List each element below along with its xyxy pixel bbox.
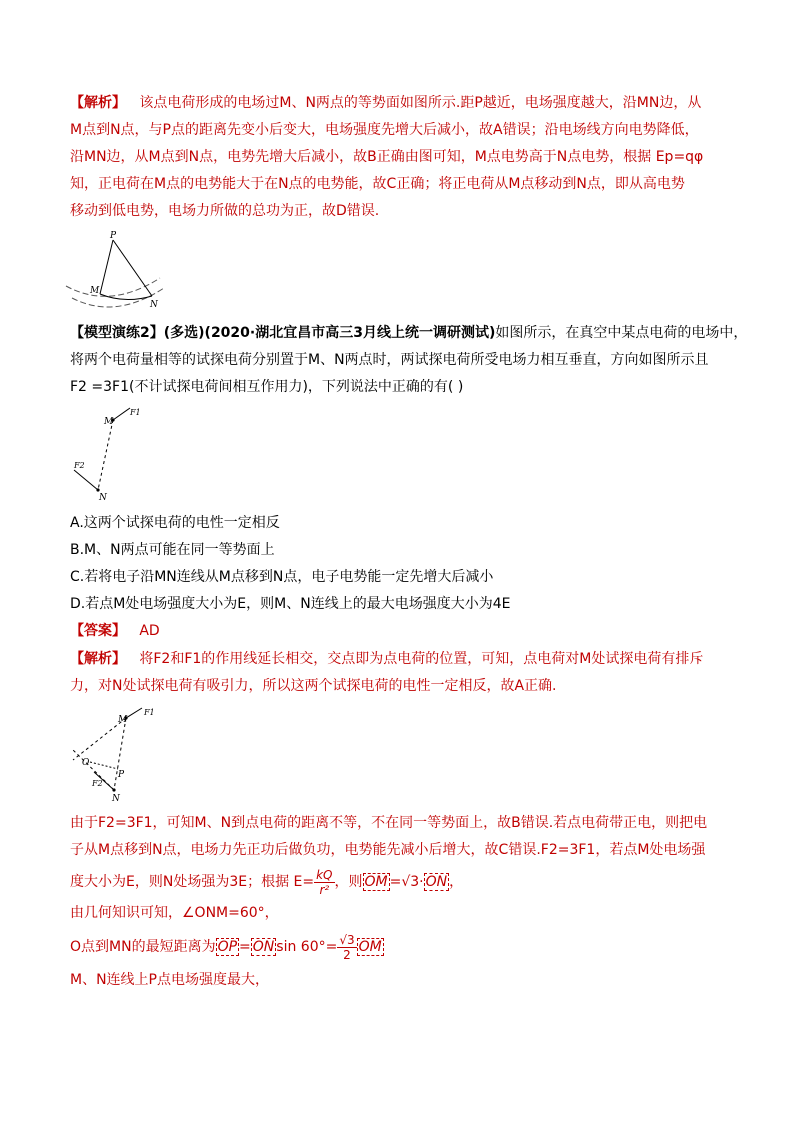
formula-text: ，则 [334, 874, 363, 890]
label-M: M [104, 417, 114, 427]
figure-equipotential [60, 228, 170, 313]
line-PM [100, 240, 113, 294]
answer-tag: 【答案】 [70, 623, 126, 639]
point-N [96, 488, 99, 491]
fraction-denominator: 2 [343, 947, 351, 962]
force-F1-arrow [126, 708, 142, 718]
segment-OM: OM [358, 939, 382, 955]
option-d: D.若点M处电场强度大小为E，则M、N连线上的最大电场强度大小为4E [70, 596, 511, 612]
force-F1-arrow [113, 408, 130, 420]
analysis-line: 将F2和F1的作用线延长相交，交点即为点电荷的位置，可知，点电荷对M处试探电荷有排斥 [139, 651, 704, 667]
solution-line: 子从M点移到N点，电场力先正功后做负功，电势能先减小后增大，故C错误.F2=3F1，若点M处电场强 [70, 842, 706, 858]
option-b: B.M、N两点可能在同一等势面上 [70, 542, 275, 558]
segment-OP: OP [217, 939, 238, 955]
question-tag: 【模型演练2】 [70, 325, 164, 341]
force-F2-arrow [74, 470, 98, 490]
label-F1: F1 [144, 708, 155, 717]
analysis-line: 沿MN边，从M点到N点，电势先增大后减小，故B正确由图可知，M点电势高于N点电势，根据 Ep=qφ [70, 149, 704, 165]
solution-line-formula [70, 927, 732, 967]
options-list [70, 510, 732, 618]
formula-text: ， [449, 874, 464, 890]
formula-text: =√3· [389, 874, 424, 890]
segment-OM: OM [364, 874, 388, 890]
formula-text: sin 60°= [276, 939, 338, 955]
figure-geometry [68, 704, 168, 804]
line-MN-dashed [98, 420, 113, 490]
fraction-sqrt3-2 [337, 933, 356, 962]
fraction-numerator: kQ [316, 867, 333, 882]
label-N: N [112, 794, 120, 804]
analysis-tag: 【解析】 [70, 95, 126, 111]
label-P: P [110, 231, 117, 241]
analysis-line: 该点电荷形成的电场过M、N两点的等势面如图所示.距P越近，电场强度越大，沿MN边，从 [139, 95, 702, 111]
solution-line: M、N连线上P点电场强度最大， [70, 972, 269, 988]
analysis-line: M点到N点，与P点的距离先变小后变大，电场强度先增大后减小，故A错误；沿电场线方向电势降低， [70, 122, 699, 138]
analysis-line: 移动到低电势，电场力所做的总功为正，故D错误. [70, 203, 380, 219]
question-source: (多选)(2020·湖北宜昌市高三3月线上统一调研测试) [163, 325, 496, 341]
segment-ON: ON [252, 939, 275, 955]
label-O: O [82, 758, 90, 768]
fraction-denominator: r² [319, 882, 330, 897]
label-F2: F2 [92, 779, 103, 788]
option-a: A.这两个试探电荷的电性一定相反 [70, 515, 280, 531]
question-line: F2 =3F1(不计试探电荷间相互作用力)，下列说法中正确的有( ) [70, 379, 464, 395]
point-N [112, 788, 115, 791]
question-line: 如图所示，在真空中某点电荷的电场中， [495, 325, 748, 341]
label-F1: F1 [130, 408, 141, 417]
analysis-1 [70, 90, 732, 225]
question-block [70, 320, 748, 401]
analysis-line: 知，正电荷在M点的电势能大于在N点的电势能，故C正确；将正电荷从M点移动到N点，即从高电势 [70, 176, 685, 192]
analysis-2 [70, 646, 732, 700]
answer-value: AD [139, 623, 160, 639]
option-c: C.若将电子沿MN连线从M点移到N点，电子电势能一定先增大后减小 [70, 569, 494, 585]
fraction-kq-r2 [314, 868, 334, 897]
formula-text: 度大小为E，则N处场强为3E；根据 E= [70, 874, 315, 890]
solution-line-formula [70, 864, 732, 900]
label-M: M [118, 715, 128, 725]
solution-body [70, 810, 732, 994]
question-line: 将两个电荷量相等的试探电荷分别置于M、N两点时，两试探电荷所受电场力相互垂直，方向如图所示且 [70, 352, 709, 368]
analysis-line: 力，对N处试探电荷有吸引力，所以这两个试探电荷的电性一定相反，故A正确. [70, 678, 557, 694]
solution-line: 由几何知识可知，∠ONM=60°， [70, 905, 279, 921]
label-F2: F2 [74, 461, 85, 470]
label-M: M [90, 286, 100, 296]
solution-line: 由于F2=3F1，可知M、N到点电荷的距离不等，不在同一等势面上，故B错误.若点电荷带正电，则把电 [70, 815, 708, 831]
formula-text: = [239, 939, 251, 955]
answer-block [70, 618, 732, 645]
analysis-tag: 【解析】 [70, 651, 126, 667]
segment-ON: ON [425, 874, 448, 890]
figure-forces [70, 404, 160, 504]
formula-text: O点到MN的最短距离为 [70, 939, 216, 955]
line-PN [113, 240, 152, 296]
label-N: N [150, 300, 158, 310]
line-OP [90, 762, 118, 769]
label-N: N [99, 493, 107, 503]
label-P: P [118, 770, 125, 780]
fraction-numerator: √3 [339, 932, 355, 947]
